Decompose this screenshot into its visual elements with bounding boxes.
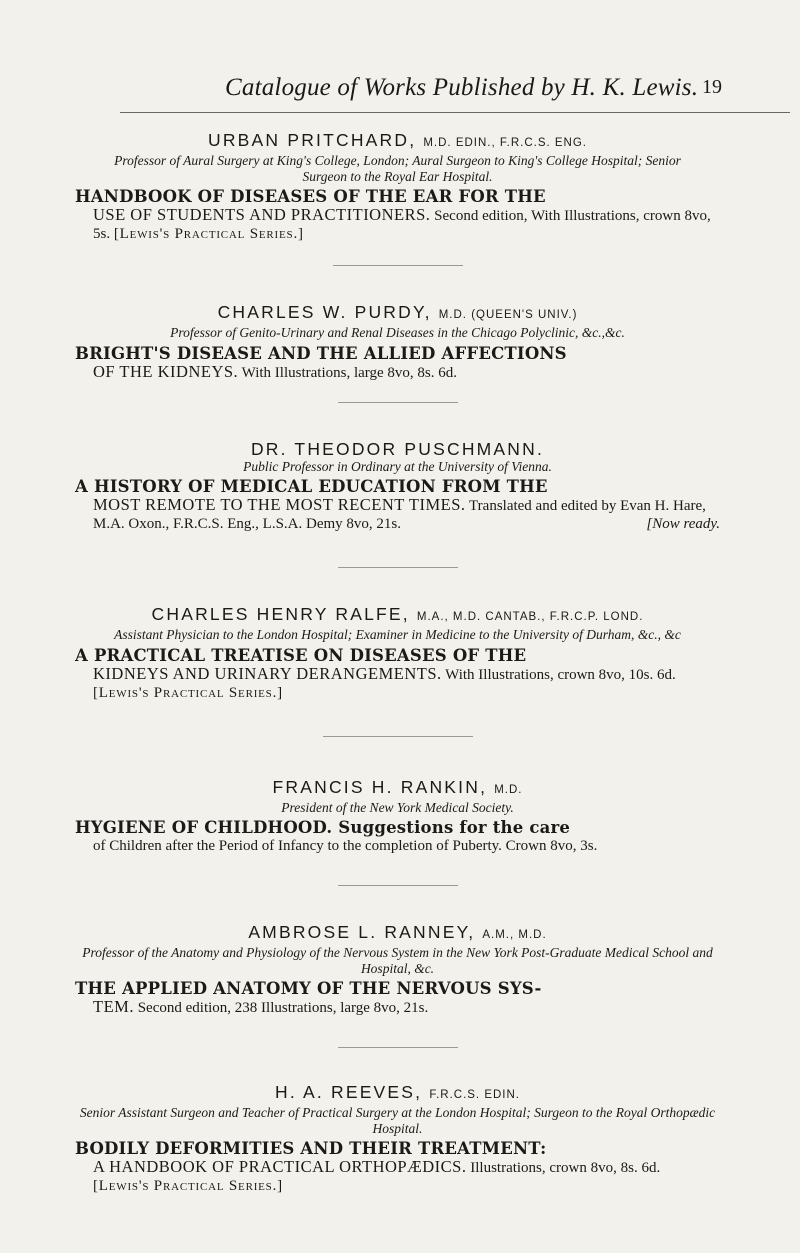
book-details: TEM. Second edition, 238 Illustrations, large 8vo, 21s.	[93, 997, 429, 1016]
book-title: HYGIENE OF CHILDHOOD. Suggestions for the care	[75, 818, 571, 837]
catalogue-entry	[75, 604, 720, 702]
author-affiliation: Senior Assistant Surgeon and Teacher of Practical Surgery at the London Hospital; Surgeon to the Royal Orthopædic Hospital.	[79, 1105, 716, 1136]
book-details: A HANDBOOK OF PRACTICAL ORTHOPÆDICS. Illustrations, crown 8vo, 8s. 6d. [Lewis's Practical Series.]	[93, 1157, 661, 1194]
running-head	[75, 0, 722, 101]
catalogue-entry	[75, 777, 720, 856]
author-name: URBAN PRITCHARD, M.D. EDIN., F.R.C.S. ENG.	[208, 130, 587, 150]
book-title: THE APPLIED ANATOMY OF THE NERVOUS SYS-	[75, 979, 542, 998]
book-details: of Children after the Period of Infancy to the completion of Puberty. Crown 8vo, 3s.	[93, 838, 598, 854]
catalogue-entry	[75, 1082, 720, 1195]
book-title: A PRACTICAL TREATISE ON DISEASES OF THE	[75, 645, 527, 665]
book-title: BODILY DEFORMITIES AND THEIR TREATMENT:	[75, 1139, 547, 1158]
series-label: [Lewis's Practical Series.]	[113, 226, 304, 242]
book-title: BRIGHT'S DISEASE AND THE ALLIED AFFECTIONS	[75, 343, 567, 363]
author-affiliation: Professor of Aural Surgery at King's College, London; Aural Surgeon to King's College Hospital; Senior Surgeon to the Royal Ear Hospital.	[114, 153, 681, 184]
author-affiliation: Public Professor in Ordinary at the University of Vienna.	[243, 458, 552, 474]
author-name: CHARLES HENRY RALFE, M.A., M.D. CANTAB., F.R.C.P. LOND.	[151, 604, 644, 624]
book-subtitle: Suggestions for the care	[338, 818, 571, 837]
book-details: USE OF STUDENTS AND PRACTITIONERS. Second edition, With Illustrations, crown 8vo, 5s. [Lewis's Practical Series.]	[93, 205, 711, 242]
series-label: [Lewis's Practical Series.]	[93, 684, 283, 701]
author-name: H. A. REEVES, F.R.C.S. EDIN.	[274, 1082, 520, 1102]
separator-rule	[338, 402, 458, 403]
separator-rule	[333, 265, 463, 266]
header-rule	[120, 112, 790, 113]
book-details: KIDNEYS AND URINARY DERANGEMENTS. With Illustrations, crown 8vo, 10s. 6d. [Lewis's Practical Series.]	[93, 663, 676, 701]
separator-rule	[338, 1047, 458, 1048]
author-name: FRANCIS H. RANKIN, M.D.	[272, 776, 523, 797]
author-affiliation: Professor of Genito-Urinary and Renal Diseases in the Chicago Polyclinic, &c.,&c.	[170, 325, 625, 340]
availability-note: [Now ready.	[646, 516, 720, 532]
book-title: HANDBOOK OF DISEASES OF THE EAR FOR THE	[75, 187, 546, 206]
page-number: 19	[702, 76, 722, 98]
running-title: Catalogue of Works Published by H. K. Lewis.	[225, 74, 699, 101]
separator-rule	[338, 885, 458, 886]
author-affiliation: Professor of the Anatomy and Physiology of the Nervous System in the New York Post-Graduate Medical School and Hospital, &c.	[82, 945, 713, 976]
book-details: OF THE KIDNEYS. With Illustrations, large 8vo, 8s. 6d.	[93, 361, 457, 381]
book-details: MOST REMOTE TO THE MOST RECENT TIMES. Translated and edited by Evan H. Hare, M.A. Oxon., F.R.C.S. Eng., L.S.A. Demy 8vo, 21s. [Now ready.	[93, 495, 720, 532]
catalogue-entry	[75, 302, 720, 382]
catalogue-entry	[75, 922, 720, 1017]
separator-rule	[323, 736, 473, 737]
catalogue-entry	[75, 439, 720, 534]
separator-rule	[338, 567, 458, 568]
author-name: CHARLES W. PURDY, M.D. (QUEEN'S UNIV.)	[217, 302, 578, 322]
author-affiliation: Assistant Physician to the London Hospital; Examiner in Medicine to the University of Durham, &c., &c	[114, 627, 681, 642]
book-title: A HISTORY OF MEDICAL EDUCATION FROM THE	[75, 477, 548, 496]
author-name: AMBROSE L. RANNEY, A.M., M.D.	[248, 922, 547, 942]
catalogue-entry	[75, 130, 720, 243]
author-affiliation: President of the New York Medical Society.	[281, 799, 514, 815]
author-name: DR. THEODOR PUSCHMANN.	[250, 438, 545, 459]
series-label: [Lewis's Practical Series.]	[93, 1178, 283, 1194]
